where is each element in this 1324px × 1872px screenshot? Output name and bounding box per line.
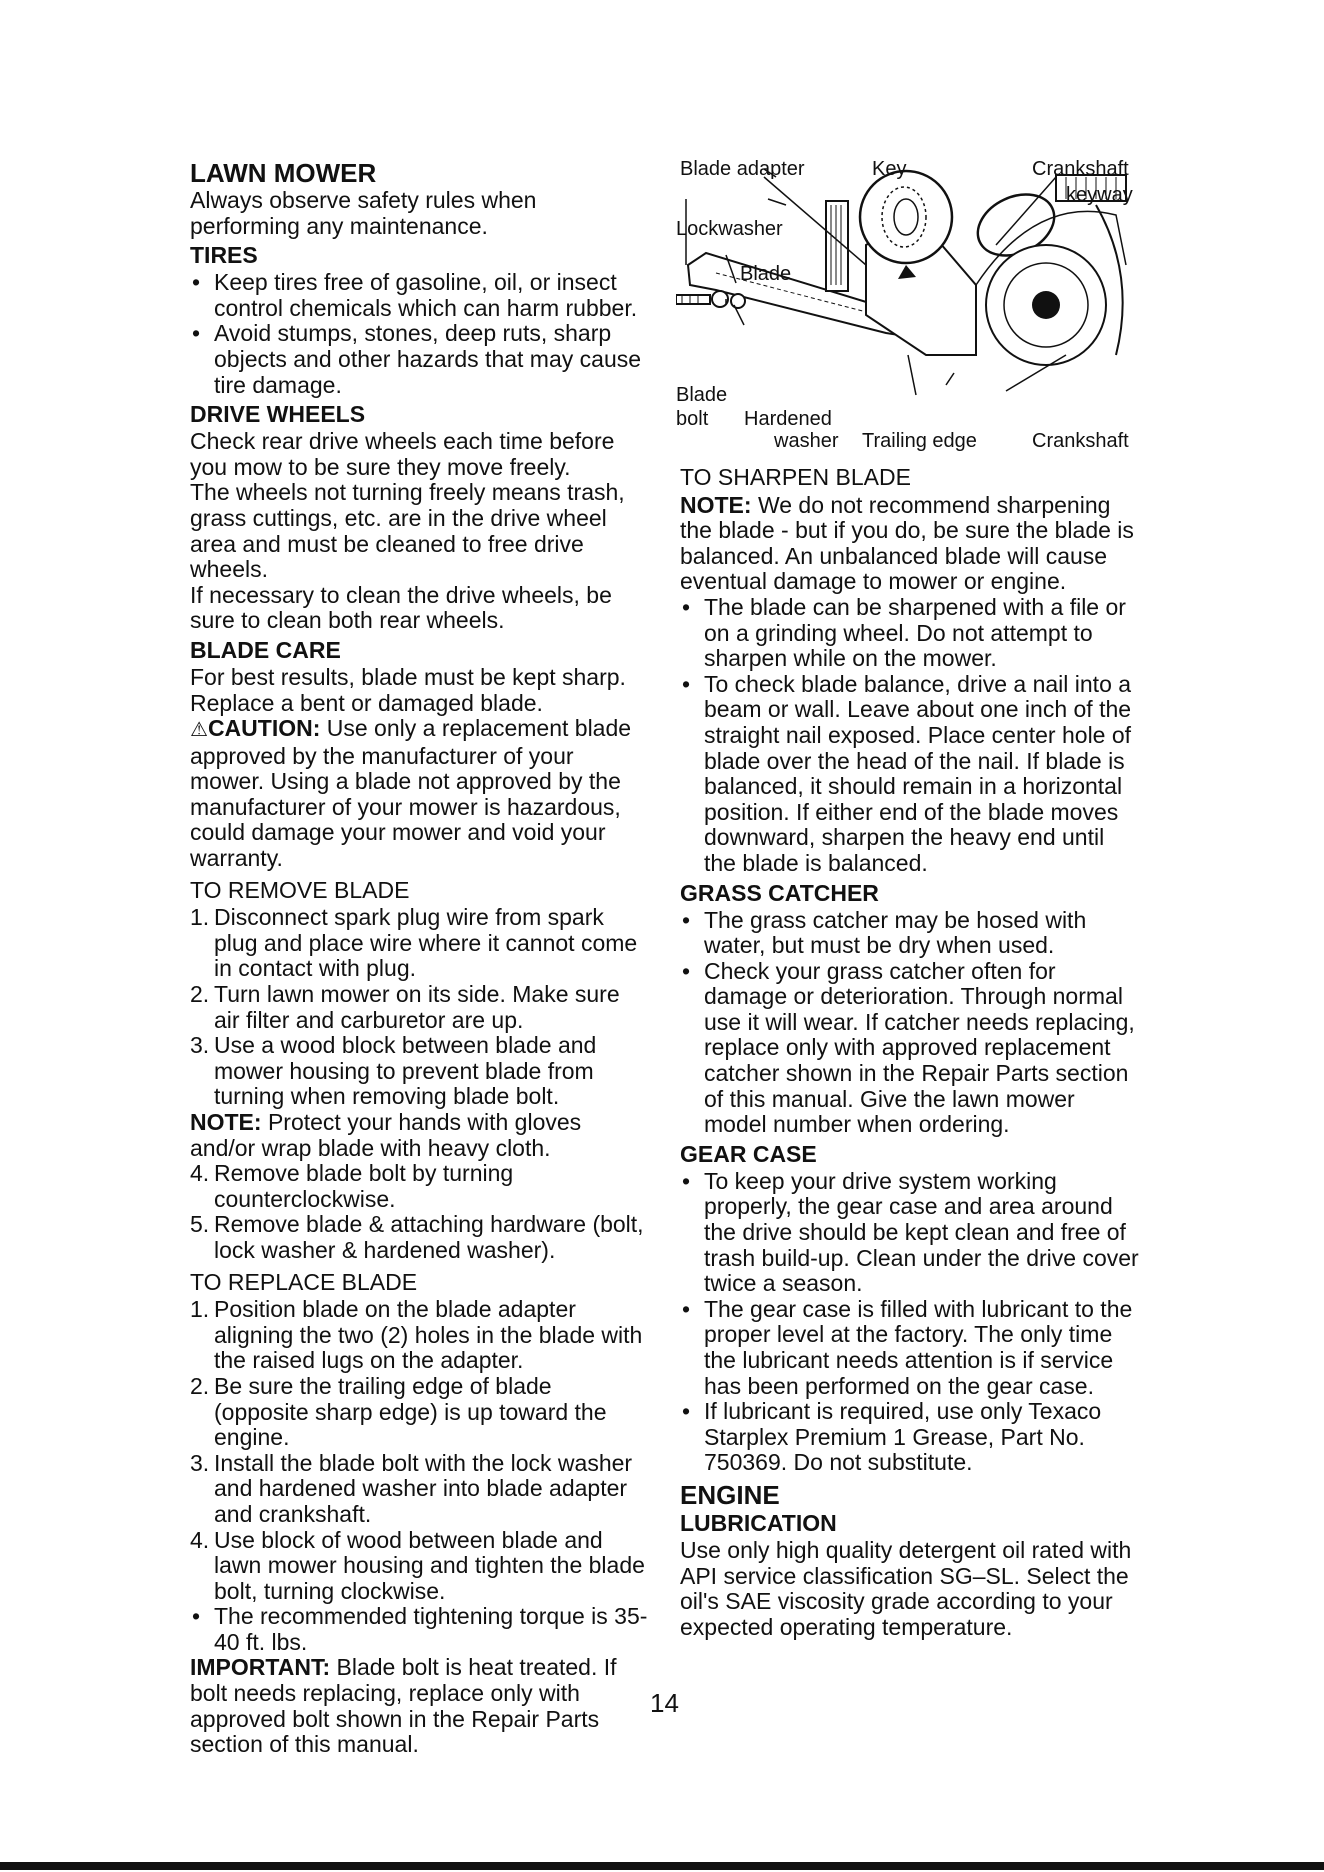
gear-case-heading: GEAR CASE [680, 1140, 817, 1167]
page-number: 14 [650, 1688, 679, 1718]
tires-list [190, 270, 650, 398]
drive-text-3: If necessary to clean the drive wheels, be sure to clean both rear wheels. [190, 581, 612, 634]
list-item: 3. Use a wood block between blade and mower housing to prevent blade from turning when removing blade bolt. [190, 1032, 597, 1110]
label-trailing-edge: Trailing edge [862, 430, 977, 452]
caution-label: CAUTION: [207, 715, 321, 742]
list-item: • To check blade balance, drive a nail into a beam or wall. Leave about one inch of the straight nail exposed. Place center hole of blade over the head of the nail. If blade is balanced, it should remain in a horizontal position. If either end of the blade moves downward, sharpen the heavy end until the blade is balanced. [682, 670, 1132, 876]
list-item: 3. Install the blade bolt with the lock washer and hardened washer into blade adapter and crankshaft. [190, 1449, 633, 1527]
list-item: • Avoid stumps, stones, deep ruts, sharp objects and other hazards that may cause tire damage. [192, 320, 642, 398]
blade-care-heading: BLADE CARE [190, 636, 341, 663]
label-blade-bolt-2: bolt [676, 408, 709, 430]
list-item: 5. Remove blade & attaching hardware (bolt, lock washer & hardened washer). [190, 1211, 644, 1263]
label-crankshaft: Crankshaft [1032, 430, 1129, 452]
list-item: 1. Position blade on the blade adapter aligning the two (2) holes in the blade with the raised lugs on the adapter. [190, 1296, 643, 1374]
warning-icon: ⚠ [190, 719, 208, 742]
list-item: 4. Remove blade bolt by turning counterclockwise. [190, 1160, 514, 1212]
list-item: • The grass catcher may be hosed with water, but must be dry when used. [682, 906, 1087, 959]
replace-steps [190, 1297, 650, 1604]
list-item: • To keep your drive system working properly, the gear case and area around the drive should be kept clean and free of trash build-up. Clean under the drive cover twice a season. [682, 1167, 1139, 1297]
key-magnifier [860, 171, 952, 263]
blade-care-text: For best results, blade must be kept sharp. Replace a bent or damaged blade. [190, 663, 626, 716]
important-paragraph: IMPORTANT: Blade bolt is heat treated. If bolt needs replacing, replace only with approved bolt shown in the Repair Parts section of this manual. [190, 1654, 617, 1758]
label-blade-bolt-1: Blade [676, 384, 728, 406]
right-column [680, 465, 1140, 1640]
caution-paragraph [190, 716, 650, 872]
remove-note: NOTE: Protect your hands with gloves and/or wrap blade with heavy cloth. [190, 1109, 582, 1161]
label-lockwasher: Lockwasher [676, 218, 783, 240]
caution-text: Use only a replacement blade approved by the manufacturer of your mower. Using a blade not approved by the manufacturer of your mower is hazardous, could damage your mower and void your warranty. [190, 715, 632, 872]
list-item: • If lubricant is required, use only Texaco Starplex Premium 1 Grease, Part No. 750369. Do not substitute. [682, 1398, 1102, 1476]
torque-list [190, 1604, 650, 1655]
drive-text-2: The wheels not turning freely means trash, grass cuttings, etc. are in the drive wheel area and must be cleaned to free drive wheels. [190, 479, 625, 583]
list-item: • Keep tires free of gasoline, oil, or insect control chemicals which can harm rubber. [192, 269, 638, 321]
section-title: LAWN MOWER [190, 158, 377, 188]
sharpen-list [680, 595, 1140, 877]
list-item: 1. Disconnect spark plug wire from spark plug and place wire where it cannot come in contact with plug. [190, 904, 638, 982]
lubrication-heading: LUBRICATION [680, 1509, 837, 1536]
label-crankshaft-keyway-2: keyway [1066, 184, 1133, 206]
grass-list [680, 908, 1140, 1138]
intro-text: Always observe safety rules when performing any maintenance. [190, 187, 537, 239]
remove-steps-2 [190, 1161, 650, 1263]
label-crankshaft-keyway-1: Crankshaft [1032, 158, 1129, 180]
label-hardened-washer-1: Hardened [744, 408, 832, 430]
list-item: • The blade can be sharpened with a file or on a grinding wheel. Do not attempt to sharpen while on the mower. [682, 593, 1126, 672]
sharpen-note: NOTE: We do not recommend sharpening the blade - but if you do, be sure the blade is balanced. An unbalanced blade will cause eventual damage to mower or engine. [680, 491, 1134, 595]
list-item: 2. Turn lawn mower on its side. Make sure air filter and carburetor are up. [190, 981, 620, 1033]
replace-blade-heading: TO REPLACE BLADE [190, 1268, 418, 1295]
blade-assembly-diagram [676, 155, 1146, 455]
remove-blade-heading: TO REMOVE BLADE [190, 876, 410, 903]
lubrication-text: Use only high quality detergent oil rated with API service classification SG–SL. Select the oil's SAE viscosity grade according to your expected operating temperature. [680, 1536, 1132, 1640]
left-column [190, 158, 650, 1758]
drive-wheels-heading: DRIVE WHEELS [190, 401, 366, 428]
grass-catcher-heading: GRASS CATCHER [680, 879, 879, 906]
sharpen-blade-heading: TO SHARPEN BLADE [680, 464, 911, 490]
bottom-border [0, 1862, 1324, 1870]
drive-text-1: Check rear drive wheels each time before you mow to be sure they move freely. [190, 428, 615, 480]
list-item: • Check your grass catcher often for damage or deterioration. Through normal use it will wear. If catcher needs replacing, replace only with approved replacement catcher shown in the Repair Parts section of this manual. Give the lawn mower model number when ordering. [682, 957, 1135, 1138]
list-item: • The gear case is filled with lubricant to the proper level at the factory. The only time the lubricant needs attention is if service has been performed on the gear case. [682, 1295, 1133, 1399]
label-blade-adapter: Blade adapter [680, 158, 805, 180]
gear-list [680, 1169, 1140, 1476]
list-item: • The recommended tightening torque is 35-40 ft. lbs. [192, 1603, 648, 1655]
label-key: Key [872, 158, 907, 180]
tires-heading: TIRES [190, 242, 258, 269]
remove-steps [190, 905, 650, 1110]
label-blade: Blade [740, 263, 792, 285]
list-item: 2. Be sure the trailing edge of blade (opposite sharp edge) is up toward the engine. [190, 1372, 607, 1451]
label-hardened-washer-2: washer [774, 430, 839, 452]
list-item: 4. Use block of wood between blade and lawn mower housing and tighten the blade bolt, turning clockwise. [190, 1526, 645, 1604]
engine-heading: ENGINE [680, 1479, 780, 1510]
